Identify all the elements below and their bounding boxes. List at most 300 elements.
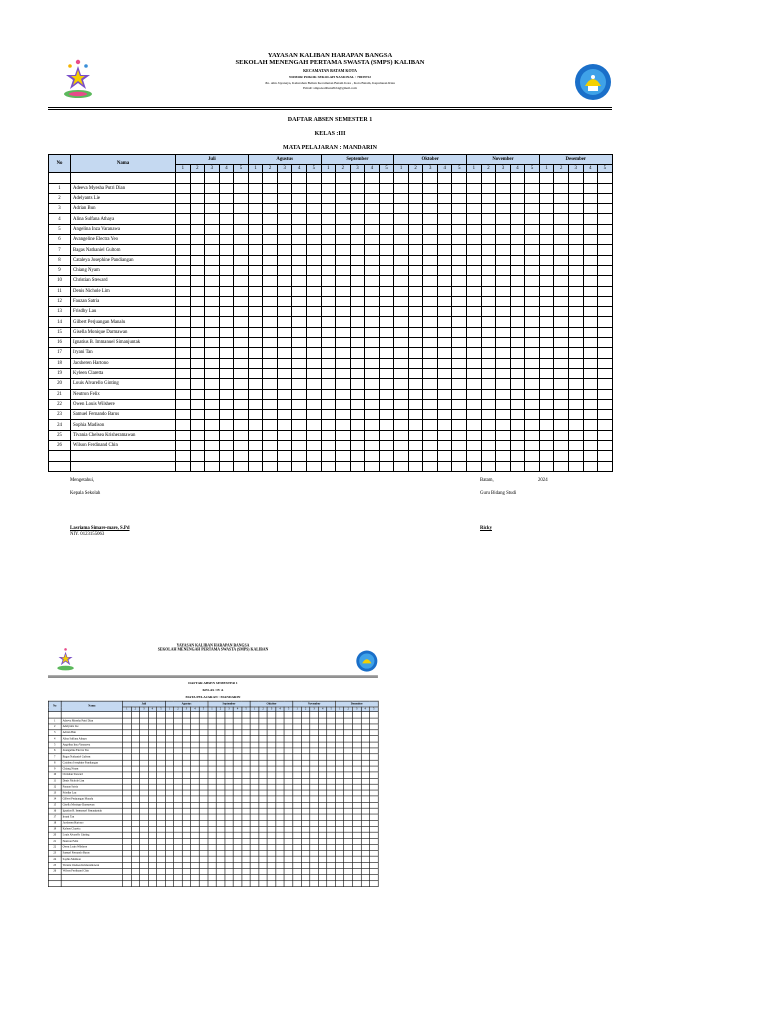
attendance-cell[interactable] bbox=[219, 461, 234, 471]
attendance-cell[interactable] bbox=[219, 317, 234, 327]
mini-attendance-cell[interactable] bbox=[250, 880, 259, 886]
attendance-cell[interactable] bbox=[306, 327, 321, 337]
attendance-cell[interactable] bbox=[568, 451, 583, 461]
attendance-cell[interactable] bbox=[408, 255, 423, 265]
attendance-cell[interactable] bbox=[190, 358, 205, 368]
attendance-cell[interactable] bbox=[510, 224, 525, 234]
attendance-cell[interactable] bbox=[452, 214, 467, 224]
attendance-cell[interactable] bbox=[205, 173, 220, 183]
attendance-cell[interactable] bbox=[496, 204, 511, 214]
attendance-cell[interactable] bbox=[277, 430, 292, 440]
attendance-cell[interactable] bbox=[525, 183, 540, 193]
attendance-cell[interactable] bbox=[365, 399, 380, 409]
attendance-cell[interactable] bbox=[539, 358, 554, 368]
mini-attendance-cell[interactable] bbox=[335, 880, 344, 886]
attendance-cell[interactable] bbox=[467, 255, 482, 265]
attendance-cell[interactable] bbox=[176, 327, 191, 337]
attendance-cell[interactable] bbox=[437, 348, 452, 358]
attendance-cell[interactable] bbox=[408, 348, 423, 358]
attendance-cell[interactable] bbox=[525, 338, 540, 348]
attendance-cell[interactable] bbox=[539, 245, 554, 255]
attendance-cell[interactable] bbox=[437, 358, 452, 368]
attendance-cell[interactable] bbox=[234, 389, 249, 399]
attendance-cell[interactable] bbox=[496, 183, 511, 193]
attendance-cell[interactable] bbox=[176, 430, 191, 440]
attendance-cell[interactable] bbox=[539, 173, 554, 183]
attendance-cell[interactable] bbox=[525, 348, 540, 358]
attendance-cell[interactable] bbox=[510, 368, 525, 378]
attendance-cell[interactable] bbox=[234, 368, 249, 378]
attendance-cell[interactable] bbox=[481, 430, 496, 440]
attendance-cell[interactable] bbox=[525, 245, 540, 255]
attendance-cell[interactable] bbox=[583, 420, 598, 430]
attendance-cell[interactable] bbox=[394, 368, 409, 378]
attendance-cell[interactable] bbox=[379, 317, 394, 327]
attendance-cell[interactable] bbox=[481, 265, 496, 275]
attendance-cell[interactable] bbox=[583, 399, 598, 409]
attendance-cell[interactable] bbox=[292, 441, 307, 451]
attendance-cell[interactable] bbox=[583, 348, 598, 358]
attendance-cell[interactable] bbox=[437, 214, 452, 224]
attendance-cell[interactable] bbox=[365, 235, 380, 245]
attendance-cell[interactable] bbox=[583, 245, 598, 255]
attendance-cell[interactable] bbox=[379, 286, 394, 296]
attendance-cell[interactable] bbox=[248, 348, 263, 358]
attendance-cell[interactable] bbox=[437, 204, 452, 214]
attendance-cell[interactable] bbox=[263, 461, 278, 471]
attendance-cell[interactable] bbox=[437, 389, 452, 399]
attendance-cell[interactable] bbox=[350, 338, 365, 348]
attendance-cell[interactable] bbox=[379, 224, 394, 234]
attendance-cell[interactable] bbox=[394, 307, 409, 317]
attendance-cell[interactable] bbox=[205, 204, 220, 214]
mini-attendance-cell[interactable] bbox=[157, 880, 166, 886]
attendance-cell[interactable] bbox=[219, 286, 234, 296]
attendance-cell[interactable] bbox=[452, 389, 467, 399]
attendance-cell[interactable] bbox=[306, 276, 321, 286]
attendance-cell[interactable] bbox=[176, 441, 191, 451]
attendance-cell[interactable] bbox=[306, 204, 321, 214]
attendance-cell[interactable] bbox=[219, 327, 234, 337]
attendance-cell[interactable] bbox=[365, 461, 380, 471]
attendance-cell[interactable] bbox=[437, 193, 452, 203]
attendance-cell[interactable] bbox=[234, 399, 249, 409]
attendance-cell[interactable] bbox=[306, 348, 321, 358]
mini-attendance-cell[interactable] bbox=[191, 880, 200, 886]
attendance-cell[interactable] bbox=[583, 327, 598, 337]
attendance-cell[interactable] bbox=[350, 461, 365, 471]
mini-attendance-cell[interactable] bbox=[310, 880, 319, 886]
attendance-cell[interactable] bbox=[190, 379, 205, 389]
attendance-cell[interactable] bbox=[554, 430, 569, 440]
attendance-cell[interactable] bbox=[176, 379, 191, 389]
attendance-cell[interactable] bbox=[205, 348, 220, 358]
attendance-cell[interactable] bbox=[190, 265, 205, 275]
attendance-cell[interactable] bbox=[350, 317, 365, 327]
attendance-cell[interactable] bbox=[554, 451, 569, 461]
attendance-cell[interactable] bbox=[234, 235, 249, 245]
attendance-cell[interactable] bbox=[336, 214, 351, 224]
attendance-cell[interactable] bbox=[234, 286, 249, 296]
attendance-cell[interactable] bbox=[176, 296, 191, 306]
attendance-cell[interactable] bbox=[306, 461, 321, 471]
attendance-cell[interactable] bbox=[408, 389, 423, 399]
attendance-cell[interactable] bbox=[190, 317, 205, 327]
attendance-cell[interactable] bbox=[525, 265, 540, 275]
attendance-cell[interactable] bbox=[496, 245, 511, 255]
attendance-cell[interactable] bbox=[277, 368, 292, 378]
attendance-cell[interactable] bbox=[496, 173, 511, 183]
attendance-cell[interactable] bbox=[205, 265, 220, 275]
attendance-cell[interactable] bbox=[277, 358, 292, 368]
attendance-cell[interactable] bbox=[408, 173, 423, 183]
attendance-cell[interactable] bbox=[277, 214, 292, 224]
attendance-cell[interactable] bbox=[423, 224, 438, 234]
attendance-cell[interactable] bbox=[583, 193, 598, 203]
attendance-cell[interactable] bbox=[336, 307, 351, 317]
attendance-cell[interactable] bbox=[306, 399, 321, 409]
attendance-cell[interactable] bbox=[568, 214, 583, 224]
attendance-cell[interactable] bbox=[205, 214, 220, 224]
attendance-cell[interactable] bbox=[336, 235, 351, 245]
attendance-cell[interactable] bbox=[554, 224, 569, 234]
attendance-cell[interactable] bbox=[292, 461, 307, 471]
attendance-cell[interactable] bbox=[234, 307, 249, 317]
attendance-cell[interactable] bbox=[234, 358, 249, 368]
attendance-cell[interactable] bbox=[379, 368, 394, 378]
attendance-cell[interactable] bbox=[292, 420, 307, 430]
attendance-cell[interactable] bbox=[234, 410, 249, 420]
attendance-cell[interactable] bbox=[525, 461, 540, 471]
attendance-cell[interactable] bbox=[496, 399, 511, 409]
attendance-cell[interactable] bbox=[350, 399, 365, 409]
attendance-cell[interactable] bbox=[350, 265, 365, 275]
attendance-cell[interactable] bbox=[598, 348, 613, 358]
attendance-cell[interactable] bbox=[248, 183, 263, 193]
attendance-cell[interactable] bbox=[408, 379, 423, 389]
attendance-cell[interactable] bbox=[583, 255, 598, 265]
attendance-cell[interactable] bbox=[423, 214, 438, 224]
attendance-cell[interactable] bbox=[219, 224, 234, 234]
attendance-cell[interactable] bbox=[292, 327, 307, 337]
attendance-cell[interactable] bbox=[554, 307, 569, 317]
attendance-cell[interactable] bbox=[248, 224, 263, 234]
attendance-cell[interactable] bbox=[234, 327, 249, 337]
attendance-cell[interactable] bbox=[248, 307, 263, 317]
attendance-cell[interactable] bbox=[510, 379, 525, 389]
attendance-cell[interactable] bbox=[394, 410, 409, 420]
attendance-cell[interactable] bbox=[554, 389, 569, 399]
attendance-cell[interactable] bbox=[510, 307, 525, 317]
mini-attendance-cell[interactable] bbox=[131, 880, 140, 886]
attendance-cell[interactable] bbox=[321, 296, 336, 306]
attendance-cell[interactable] bbox=[408, 224, 423, 234]
attendance-cell[interactable] bbox=[205, 224, 220, 234]
attendance-cell[interactable] bbox=[263, 327, 278, 337]
attendance-cell[interactable] bbox=[408, 441, 423, 451]
attendance-cell[interactable] bbox=[554, 173, 569, 183]
attendance-cell[interactable] bbox=[336, 338, 351, 348]
attendance-cell[interactable] bbox=[408, 399, 423, 409]
mini-attendance-cell[interactable] bbox=[259, 880, 268, 886]
attendance-cell[interactable] bbox=[336, 389, 351, 399]
mini-attendance-cell[interactable] bbox=[318, 880, 327, 886]
attendance-cell[interactable] bbox=[365, 296, 380, 306]
attendance-cell[interactable] bbox=[205, 410, 220, 420]
attendance-cell[interactable] bbox=[598, 368, 613, 378]
attendance-cell[interactable] bbox=[467, 348, 482, 358]
attendance-cell[interactable] bbox=[539, 214, 554, 224]
attendance-cell[interactable] bbox=[539, 193, 554, 203]
attendance-cell[interactable] bbox=[481, 183, 496, 193]
attendance-cell[interactable] bbox=[234, 420, 249, 430]
attendance-cell[interactable] bbox=[437, 379, 452, 389]
attendance-cell[interactable] bbox=[583, 451, 598, 461]
attendance-cell[interactable] bbox=[452, 348, 467, 358]
attendance-cell[interactable] bbox=[568, 265, 583, 275]
attendance-cell[interactable] bbox=[248, 286, 263, 296]
attendance-cell[interactable] bbox=[423, 204, 438, 214]
attendance-cell[interactable] bbox=[467, 368, 482, 378]
attendance-cell[interactable] bbox=[292, 307, 307, 317]
attendance-cell[interactable] bbox=[423, 245, 438, 255]
attendance-cell[interactable] bbox=[394, 358, 409, 368]
mini-attendance-cell[interactable] bbox=[182, 880, 191, 886]
attendance-cell[interactable] bbox=[408, 296, 423, 306]
attendance-cell[interactable] bbox=[219, 399, 234, 409]
attendance-cell[interactable] bbox=[205, 338, 220, 348]
attendance-cell[interactable] bbox=[598, 193, 613, 203]
attendance-cell[interactable] bbox=[365, 441, 380, 451]
attendance-cell[interactable] bbox=[554, 368, 569, 378]
attendance-cell[interactable] bbox=[481, 235, 496, 245]
attendance-cell[interactable] bbox=[423, 317, 438, 327]
attendance-cell[interactable] bbox=[234, 183, 249, 193]
attendance-cell[interactable] bbox=[598, 410, 613, 420]
attendance-cell[interactable] bbox=[350, 327, 365, 337]
attendance-cell[interactable] bbox=[554, 338, 569, 348]
attendance-cell[interactable] bbox=[350, 193, 365, 203]
attendance-cell[interactable] bbox=[365, 307, 380, 317]
attendance-cell[interactable] bbox=[510, 183, 525, 193]
attendance-cell[interactable] bbox=[306, 265, 321, 275]
attendance-cell[interactable] bbox=[248, 255, 263, 265]
attendance-cell[interactable] bbox=[394, 348, 409, 358]
attendance-cell[interactable] bbox=[467, 410, 482, 420]
attendance-cell[interactable] bbox=[467, 461, 482, 471]
attendance-cell[interactable] bbox=[379, 389, 394, 399]
attendance-cell[interactable] bbox=[408, 358, 423, 368]
attendance-cell[interactable] bbox=[481, 307, 496, 317]
attendance-cell[interactable] bbox=[408, 265, 423, 275]
attendance-cell[interactable] bbox=[277, 235, 292, 245]
attendance-cell[interactable] bbox=[437, 235, 452, 245]
attendance-cell[interactable] bbox=[452, 451, 467, 461]
attendance-cell[interactable] bbox=[408, 235, 423, 245]
attendance-cell[interactable] bbox=[365, 389, 380, 399]
attendance-cell[interactable] bbox=[423, 358, 438, 368]
attendance-cell[interactable] bbox=[379, 183, 394, 193]
attendance-cell[interactable] bbox=[423, 338, 438, 348]
attendance-cell[interactable] bbox=[263, 193, 278, 203]
attendance-cell[interactable] bbox=[365, 317, 380, 327]
attendance-cell[interactable] bbox=[248, 368, 263, 378]
attendance-cell[interactable] bbox=[583, 358, 598, 368]
attendance-cell[interactable] bbox=[292, 410, 307, 420]
attendance-cell[interactable] bbox=[539, 399, 554, 409]
attendance-cell[interactable] bbox=[554, 204, 569, 214]
attendance-cell[interactable] bbox=[437, 410, 452, 420]
attendance-cell[interactable] bbox=[321, 173, 336, 183]
attendance-cell[interactable] bbox=[437, 255, 452, 265]
attendance-cell[interactable] bbox=[452, 410, 467, 420]
attendance-cell[interactable] bbox=[379, 348, 394, 358]
attendance-cell[interactable] bbox=[190, 286, 205, 296]
attendance-cell[interactable] bbox=[452, 358, 467, 368]
attendance-cell[interactable] bbox=[525, 358, 540, 368]
attendance-cell[interactable] bbox=[176, 204, 191, 214]
attendance-cell[interactable] bbox=[321, 193, 336, 203]
attendance-cell[interactable] bbox=[190, 224, 205, 234]
attendance-cell[interactable] bbox=[394, 430, 409, 440]
attendance-cell[interactable] bbox=[452, 265, 467, 275]
attendance-cell[interactable] bbox=[336, 276, 351, 286]
attendance-cell[interactable] bbox=[234, 338, 249, 348]
attendance-cell[interactable] bbox=[321, 224, 336, 234]
attendance-cell[interactable] bbox=[292, 235, 307, 245]
attendance-cell[interactable] bbox=[452, 286, 467, 296]
attendance-cell[interactable] bbox=[423, 441, 438, 451]
attendance-cell[interactable] bbox=[321, 368, 336, 378]
attendance-cell[interactable] bbox=[336, 193, 351, 203]
attendance-cell[interactable] bbox=[583, 389, 598, 399]
attendance-cell[interactable] bbox=[336, 379, 351, 389]
attendance-cell[interactable] bbox=[205, 451, 220, 461]
attendance-cell[interactable] bbox=[263, 204, 278, 214]
attendance-cell[interactable] bbox=[205, 255, 220, 265]
attendance-cell[interactable] bbox=[554, 265, 569, 275]
attendance-cell[interactable] bbox=[190, 461, 205, 471]
attendance-cell[interactable] bbox=[263, 265, 278, 275]
attendance-cell[interactable] bbox=[336, 348, 351, 358]
attendance-cell[interactable] bbox=[525, 193, 540, 203]
attendance-cell[interactable] bbox=[598, 224, 613, 234]
attendance-cell[interactable] bbox=[365, 338, 380, 348]
attendance-cell[interactable] bbox=[496, 193, 511, 203]
attendance-cell[interactable] bbox=[234, 379, 249, 389]
attendance-cell[interactable] bbox=[423, 327, 438, 337]
attendance-cell[interactable] bbox=[292, 245, 307, 255]
attendance-cell[interactable] bbox=[336, 245, 351, 255]
attendance-cell[interactable] bbox=[568, 430, 583, 440]
attendance-cell[interactable] bbox=[365, 286, 380, 296]
attendance-cell[interactable] bbox=[539, 286, 554, 296]
attendance-cell[interactable] bbox=[263, 286, 278, 296]
attendance-cell[interactable] bbox=[598, 265, 613, 275]
attendance-cell[interactable] bbox=[263, 317, 278, 327]
attendance-cell[interactable] bbox=[598, 286, 613, 296]
attendance-cell[interactable] bbox=[481, 204, 496, 214]
attendance-cell[interactable] bbox=[568, 389, 583, 399]
attendance-cell[interactable] bbox=[321, 338, 336, 348]
attendance-cell[interactable] bbox=[365, 420, 380, 430]
attendance-cell[interactable] bbox=[277, 204, 292, 214]
attendance-cell[interactable] bbox=[539, 235, 554, 245]
attendance-cell[interactable] bbox=[379, 193, 394, 203]
attendance-cell[interactable] bbox=[248, 214, 263, 224]
attendance-cell[interactable] bbox=[481, 317, 496, 327]
attendance-cell[interactable] bbox=[306, 451, 321, 461]
attendance-cell[interactable] bbox=[554, 183, 569, 193]
attendance-cell[interactable] bbox=[350, 255, 365, 265]
attendance-cell[interactable] bbox=[321, 245, 336, 255]
attendance-cell[interactable] bbox=[583, 204, 598, 214]
attendance-cell[interactable] bbox=[467, 389, 482, 399]
attendance-cell[interactable] bbox=[408, 286, 423, 296]
attendance-cell[interactable] bbox=[408, 451, 423, 461]
attendance-cell[interactable] bbox=[496, 224, 511, 234]
attendance-cell[interactable] bbox=[510, 173, 525, 183]
attendance-cell[interactable] bbox=[190, 204, 205, 214]
attendance-cell[interactable] bbox=[510, 399, 525, 409]
attendance-cell[interactable] bbox=[423, 410, 438, 420]
attendance-cell[interactable] bbox=[379, 420, 394, 430]
attendance-cell[interactable] bbox=[467, 338, 482, 348]
attendance-cell[interactable] bbox=[568, 276, 583, 286]
attendance-cell[interactable] bbox=[496, 338, 511, 348]
attendance-cell[interactable] bbox=[510, 461, 525, 471]
attendance-cell[interactable] bbox=[467, 451, 482, 461]
attendance-cell[interactable] bbox=[423, 389, 438, 399]
attendance-cell[interactable] bbox=[598, 389, 613, 399]
attendance-cell[interactable] bbox=[379, 265, 394, 275]
mini-attendance-cell[interactable] bbox=[242, 880, 251, 886]
mini-attendance-cell[interactable] bbox=[284, 880, 293, 886]
attendance-cell[interactable] bbox=[321, 265, 336, 275]
attendance-cell[interactable] bbox=[379, 307, 394, 317]
attendance-cell[interactable] bbox=[452, 368, 467, 378]
attendance-cell[interactable] bbox=[205, 379, 220, 389]
attendance-cell[interactable] bbox=[525, 379, 540, 389]
attendance-cell[interactable] bbox=[408, 214, 423, 224]
attendance-cell[interactable] bbox=[365, 214, 380, 224]
attendance-cell[interactable] bbox=[176, 451, 191, 461]
attendance-cell[interactable] bbox=[176, 173, 191, 183]
attendance-cell[interactable] bbox=[394, 379, 409, 389]
attendance-cell[interactable] bbox=[263, 183, 278, 193]
attendance-cell[interactable] bbox=[525, 410, 540, 420]
attendance-cell[interactable] bbox=[510, 327, 525, 337]
attendance-cell[interactable] bbox=[496, 441, 511, 451]
attendance-cell[interactable] bbox=[423, 235, 438, 245]
attendance-cell[interactable] bbox=[568, 441, 583, 451]
attendance-cell[interactable] bbox=[496, 461, 511, 471]
attendance-cell[interactable] bbox=[539, 451, 554, 461]
attendance-cell[interactable] bbox=[539, 276, 554, 286]
attendance-cell[interactable] bbox=[219, 410, 234, 420]
attendance-cell[interactable] bbox=[525, 327, 540, 337]
attendance-cell[interactable] bbox=[583, 441, 598, 451]
attendance-cell[interactable] bbox=[583, 307, 598, 317]
attendance-cell[interactable] bbox=[350, 224, 365, 234]
attendance-cell[interactable] bbox=[598, 327, 613, 337]
attendance-cell[interactable] bbox=[452, 307, 467, 317]
attendance-cell[interactable] bbox=[205, 368, 220, 378]
attendance-cell[interactable] bbox=[539, 410, 554, 420]
attendance-cell[interactable] bbox=[394, 317, 409, 327]
attendance-cell[interactable] bbox=[248, 410, 263, 420]
attendance-cell[interactable] bbox=[568, 420, 583, 430]
